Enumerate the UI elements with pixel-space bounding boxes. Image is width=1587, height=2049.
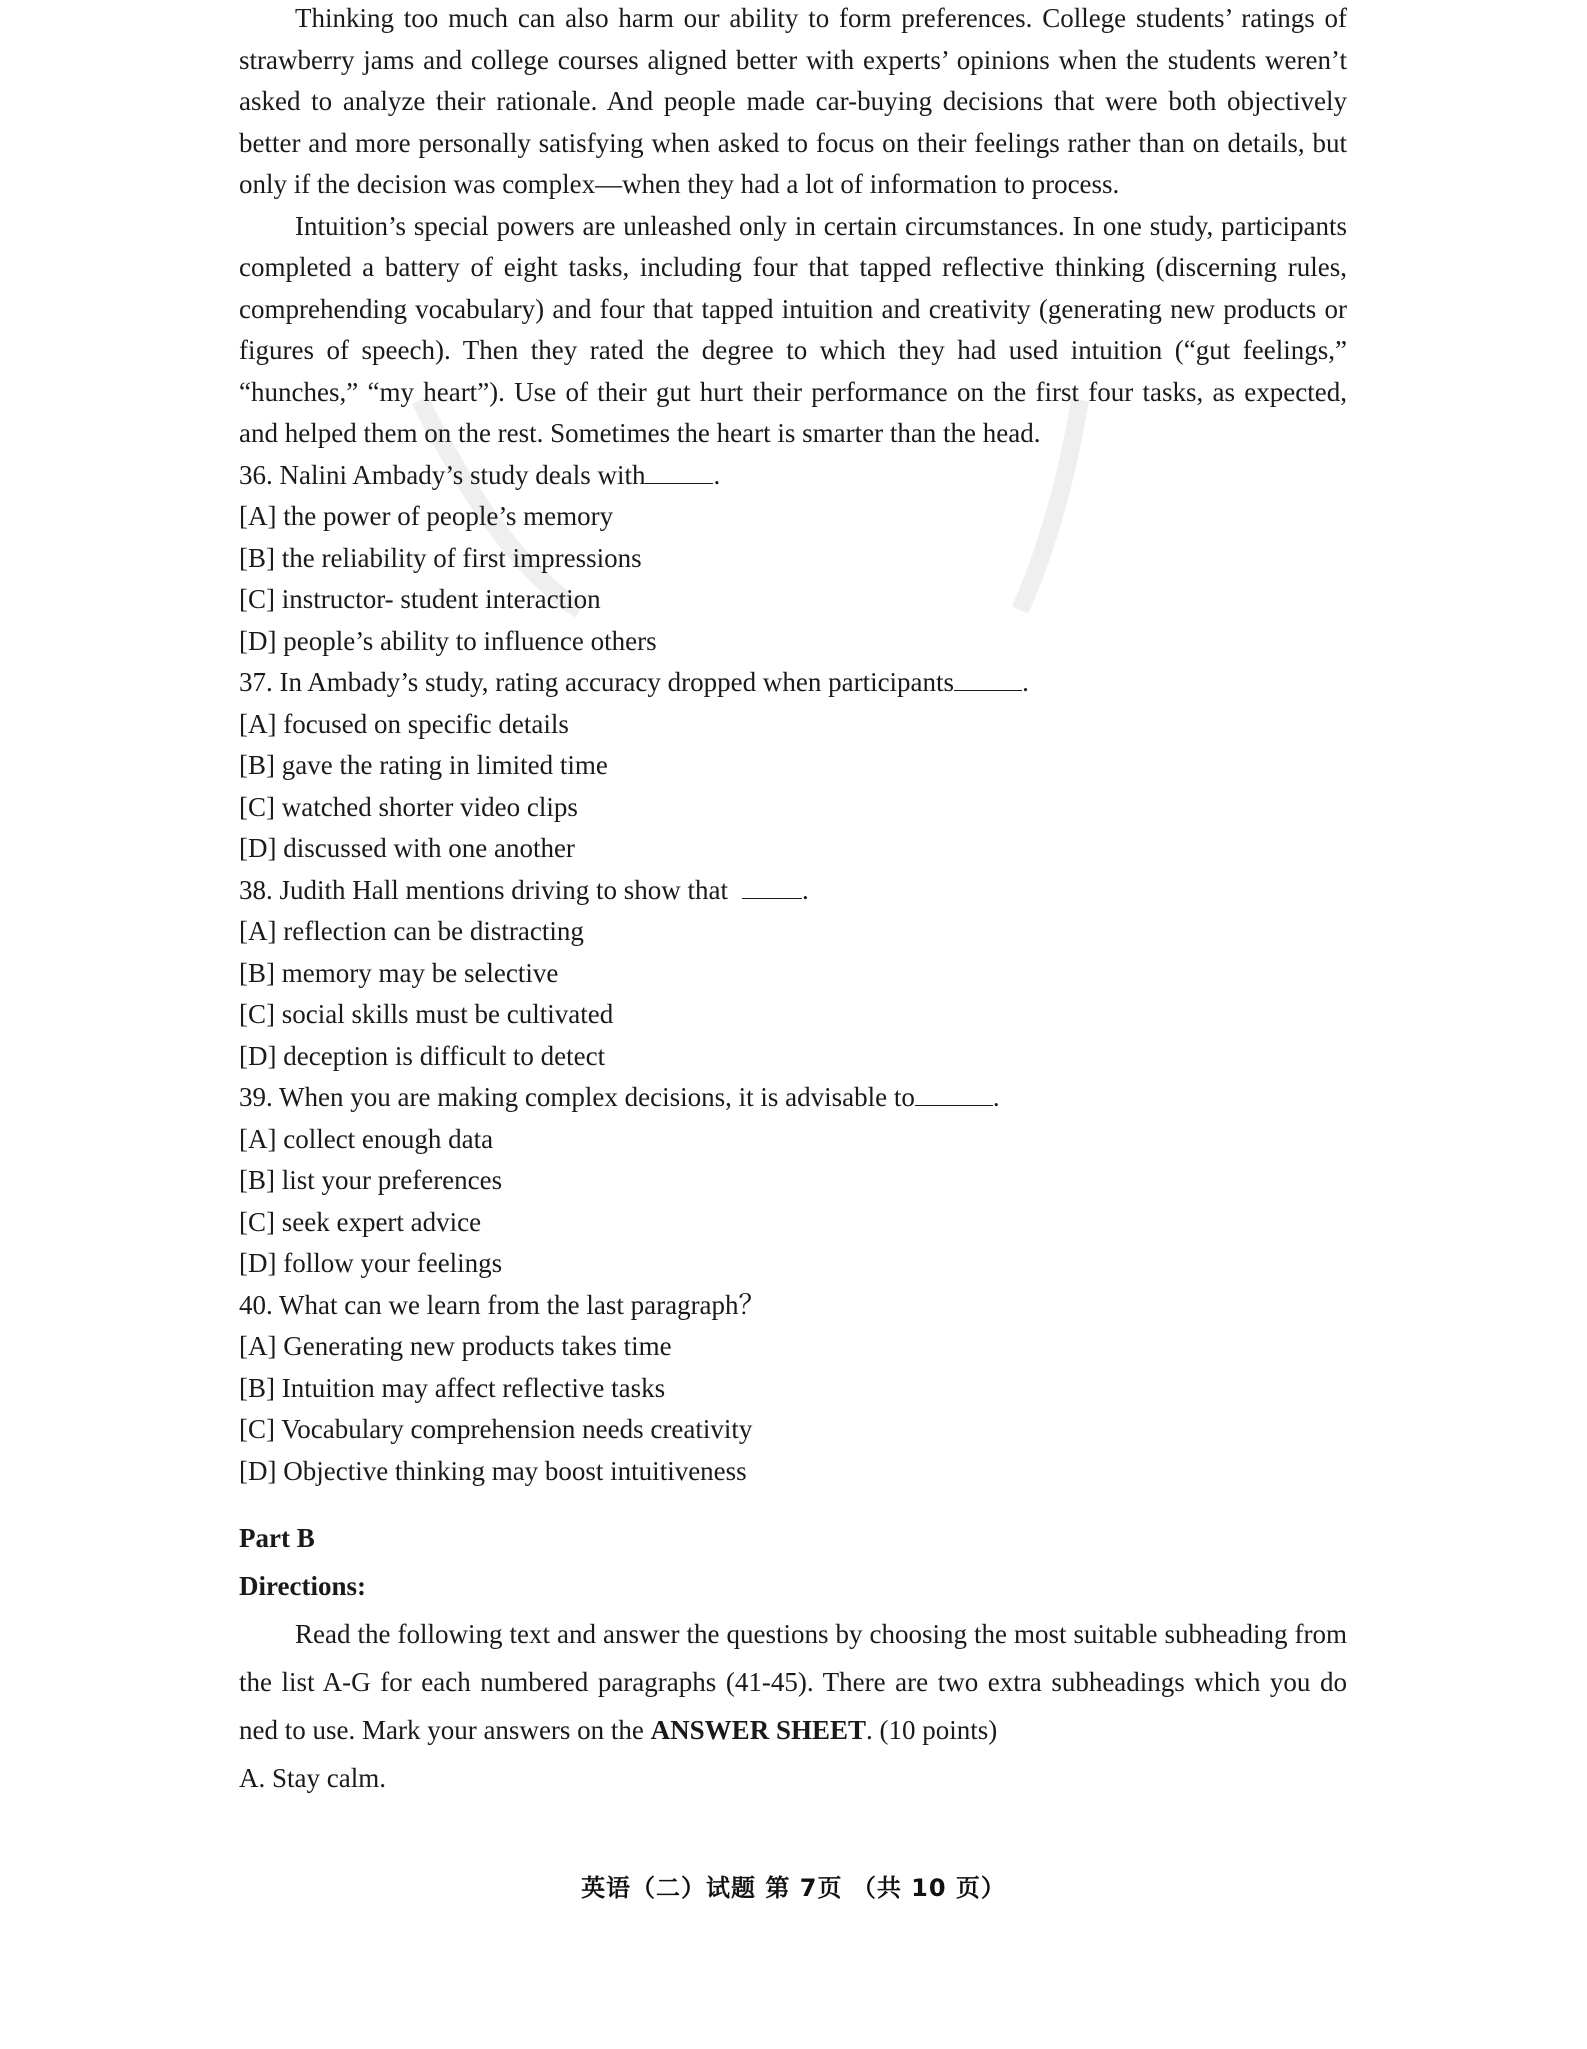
- question-38: 38. Judith Hall mentions driving to show that . [A] reflection can be distracting [B] memory may be selective [C] social skills must be cultivated [D] deception is difficult to detect: [239, 870, 1347, 1078]
- part-b-section: [239, 1514, 1347, 1802]
- option-a: [A] the power of people’s memory: [239, 501, 614, 531]
- question-stem: 37. In Ambady’s study, rating accuracy dropped when participants: [239, 667, 955, 697]
- option-d: [D] deception is difficult to detect: [239, 1040, 606, 1071]
- option-c: [C] Vocabulary comprehension needs creativity: [239, 1414, 753, 1444]
- option-c: [C] seek expert advice: [239, 1206, 482, 1237]
- option-c: [C] social skills must be cultivated: [239, 999, 614, 1029]
- page-footer: 英语（二）试题 第 7页 （共 10 页）: [581, 1874, 1006, 1902]
- option-b: [B] the reliability of first impressions: [239, 542, 642, 573]
- question-39: 39. When you are making complex decisions, it is advisable to . [A] collect enough data [B] list your preferences [C] seek expert advice [D] follow your feelings: [239, 1077, 1347, 1285]
- answer-blank: [742, 876, 802, 899]
- question-stem: 36. Nalini Ambady’s study deals with: [239, 459, 646, 490]
- question-40: [239, 1285, 1347, 1493]
- option-a: [A] Generating new products takes time: [239, 1331, 672, 1361]
- option-d: [D] follow your feelings: [239, 1248, 503, 1278]
- question-37: 37. In Ambady’s study, rating accuracy dropped when participants . [A] focused on specific details [B] gave the rating in limited time [C] watched shorter video clips [D] discussed with one another: [239, 662, 1347, 870]
- option-a: [A] collect enough data: [239, 1123, 494, 1154]
- passage-paragraph-1: Thinking too much can also harm our ability to form preferences. College students’ ratings of strawberry jams and college courses aligned better with experts’ opinions when the students weren’t asked to analyze their rationale. And people made car-buying decisions that were both objectively better and more personally satisfying when asked to focus on their feelings rather than on details, but only if the decision was complex—when they had a lot of information to process.: [239, 3, 1347, 199]
- option-a: [A] focused on specific details: [239, 708, 569, 739]
- option-d: [D] Objective thinking may boost intuitiveness: [239, 1455, 747, 1486]
- option-c: [C] instructor- student interaction: [239, 584, 601, 614]
- question-36: 36. Nalini Ambady’s study deals with . [A] the power of people’s memory [B] the reliability of first impressions [C] instructor- student interaction [D] people’s ability to influence others: [239, 455, 1347, 663]
- answer-blank: [645, 461, 713, 484]
- part-b-heading: Part B: [239, 1523, 315, 1553]
- directions-label: Directions:: [239, 1571, 366, 1601]
- option-c: [C] watched shorter video clips: [239, 791, 578, 822]
- option-b: [B] list your preferences: [239, 1165, 503, 1195]
- question-stem: 38. Judith Hall mentions driving to show that: [239, 874, 728, 905]
- answer-blank: [954, 668, 1022, 691]
- passage-paragraph-2: Intuition’s special powers are unleashed only in certain circumstances. In one study, participants completed a battery of eight tasks, including four that tapped reflective thinking (discerning rules, comprehending vocabulary) and four that tapped intuition and creativity (generating new products or figures of speech). Then they rated the degree to which they had used intuition (“gut feelings,” “hunches,” “my heart”). Use of their gut hurt their performance on the first four tasks, as expected, and helped them on the rest. Sometimes the heart is smarter than the head.: [239, 210, 1347, 448]
- option-d: [D] people’s ability to influence others: [239, 625, 657, 656]
- option-b: [B] Intuition may affect reflective tasks: [239, 1372, 666, 1403]
- option-b: [B] gave the rating in limited time: [239, 750, 608, 780]
- option-a: [A] reflection can be distracting: [239, 916, 584, 946]
- subheading-a: A. Stay calm.: [239, 1763, 386, 1793]
- option-b: [B] memory may be selective: [239, 957, 559, 988]
- question-stem: 40. What can we learn from the last paragraph？: [239, 1289, 766, 1320]
- directions-text: Read the following text and answer the questions by choosing the most suitable subheading from the list A-G for each numbered paragraphs (41-45). There are two extra subheadings which you do ned to use. Mark your answers on the ANSWER SHEET. (10 points): [239, 1619, 1347, 1745]
- exam-page: [239, 0, 1347, 1802]
- answer-blank: [915, 1083, 993, 1106]
- option-d: [D] discussed with one another: [239, 833, 575, 863]
- question-stem: 39. When you are making complex decisions, it is advisable to: [239, 1082, 915, 1112]
- answer-sheet-label: ANSWER SHEET: [650, 1715, 866, 1745]
